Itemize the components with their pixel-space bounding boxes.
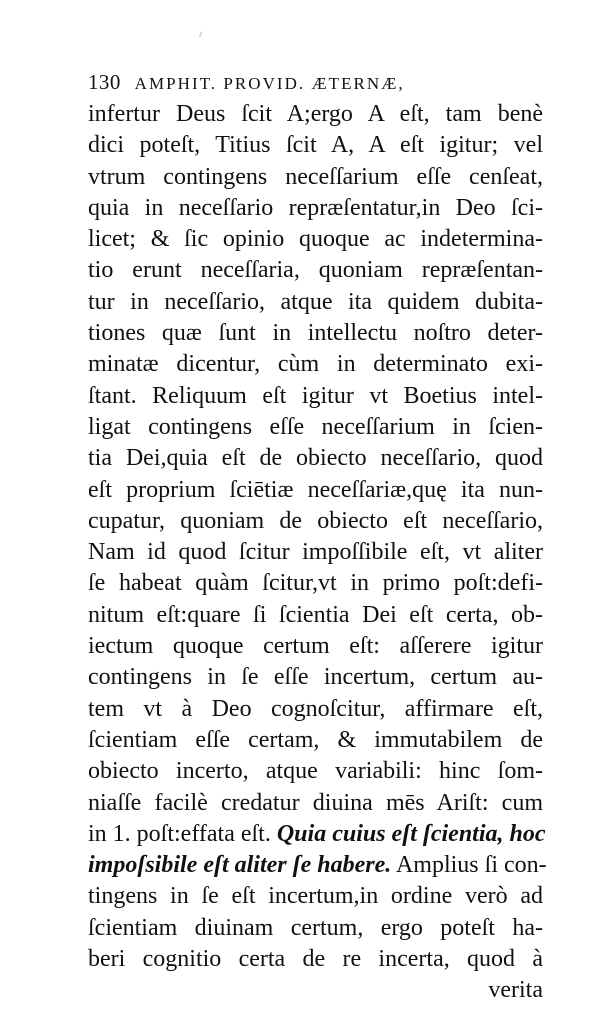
text-line: beri cognitio certa de re incerta, quod à [88,946,543,973]
text-line: tiones quæ ſunt in intellectu noſtro deter- [88,320,543,347]
text-line: minatæ dicentur, cùm in determinato exi- [88,351,543,378]
text-line: tia Dei,quia eſt de obiecto neceſſario, quod [88,445,543,472]
quote-italic-text: impoſsibile eſt aliter ſe habere. [88,852,392,879]
text-line: quia in neceſſario repræſentatur,in Deo ſci- [88,194,543,221]
text-line: niaſſe facilè credatur diuina mēs Ariſt: cum [88,789,543,816]
quote-trail-text: Amplius ſi con- [395,852,547,879]
page-number: 130 [88,70,121,94]
text-line: vtrum contingens neceſſarium eſſe cenſeat, [88,163,543,190]
text-line: eſt proprium ſciētiæ neceſſariæ,quę ita nun- [88,476,543,503]
text-line: iectum quoque certum eſt: aſſerere igitur [88,633,543,660]
quote-line [88,850,547,881]
text-line: tem vt à Deo cognoſcitur, affirmare eſt, [88,695,543,722]
text-line: cupatur, quoniam de obiecto eſt neceſſario, [88,507,543,534]
text-line: nitum eſt:quare ſi ſcientia Dei eſt certa, ob- [88,601,543,628]
text-line: ſcientiam diuinam certum, ergo poteſt ha- [88,914,543,941]
quote-lead-text: in 1. poſt:effata eſt. [88,820,271,847]
text-line: licet; & ſic opinio quoque ac indetermina- [88,226,543,253]
text-line: dici poteſt, Titius ſcit A, A eſt igitur; vel [88,132,543,159]
text-line: infertur Deus ſcit A;ergo A eſt, tam benè [88,101,543,127]
text-line: obiecto incerto, atque variabili: hinc ſom- [88,758,543,785]
text-line: Nam id quod ſcitur impoſſibile eſt, vt aliter [88,539,543,566]
catchword: verita [488,977,543,1004]
quote-line [88,819,546,850]
text-line: ſe habeat quàm ſcitur,vt in primo poſt:defi- [88,570,543,597]
text-line: tur in neceſſario, atque ita quidem dubita- [88,288,543,315]
text-line: tio erunt neceſſaria, quoniam repræſentan- [88,257,543,284]
text-line: ligat contingens eſſe neceſſarium in ſcien- [88,413,543,440]
ink-speck [199,31,205,38]
text-line: ſcientiam eſſe certam, & immutabilem de [88,726,543,753]
quote-italic-text: Quia cuius eſt ſcientia, hoc [276,820,546,847]
body-text [88,99,547,1007]
text-line: ſtant. Reliquum eſt igitur vt Boetius intel- [88,382,543,409]
page-header [88,70,548,96]
running-title: AMPHIT. PROVID. ÆTERNÆ, [134,74,405,93]
text-line: contingens in ſe eſſe incertum, certum au- [88,664,543,691]
text-line: tingens in ſe eſt incertum,in ordine verò ad [88,883,543,910]
